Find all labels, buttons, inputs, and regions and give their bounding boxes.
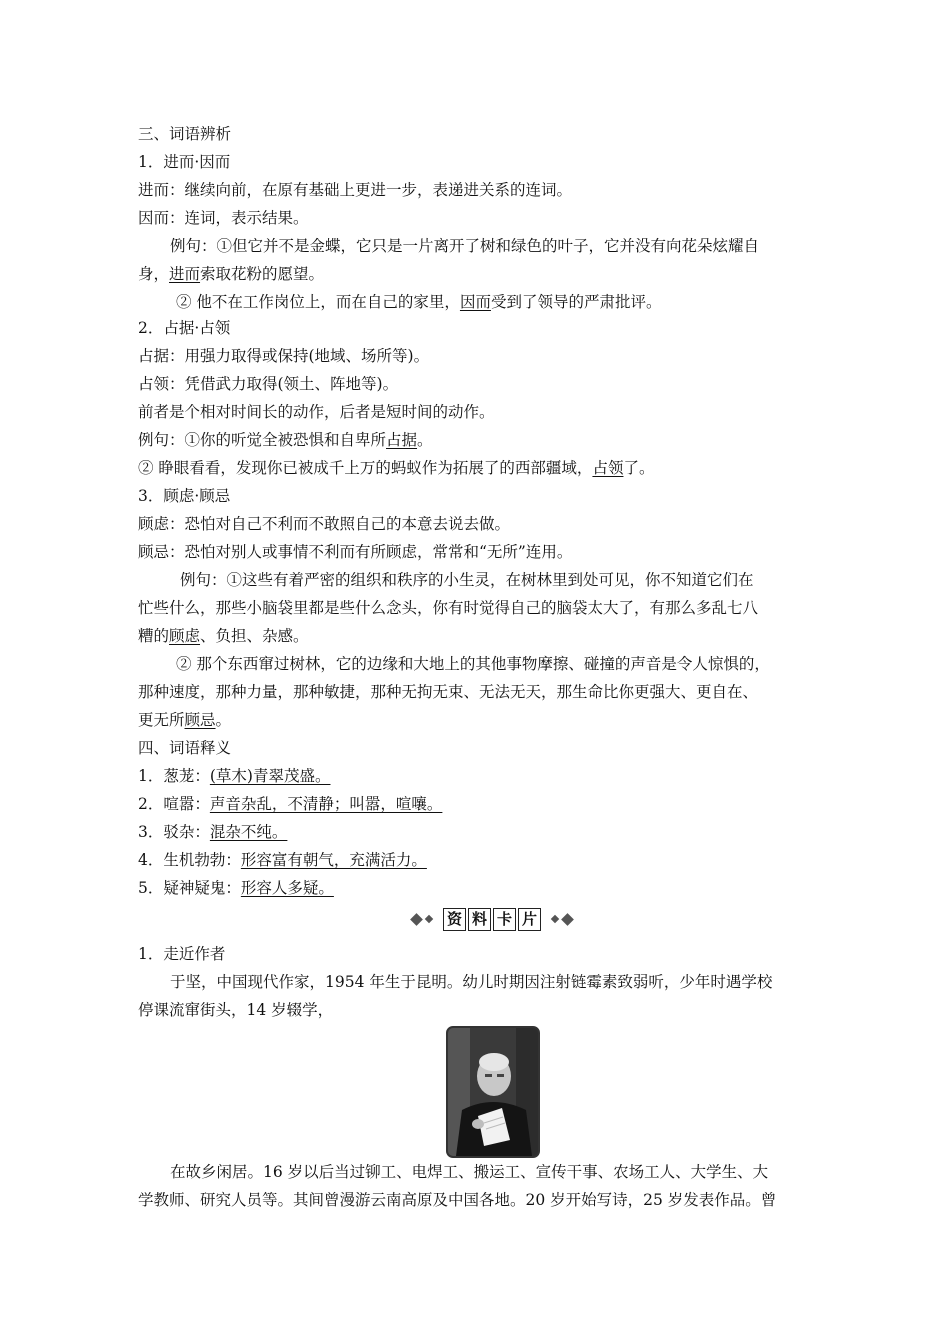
item-3-definition-a: 顾虑：恐怕对自己不利而不敢照自己的本意去说去做。 (138, 515, 511, 533)
author-portrait-image (448, 1028, 538, 1156)
item-3-title: 3．顾虑·顾忌 (138, 487, 231, 505)
banner-char: 卡 (493, 908, 516, 931)
underlined-word: 因而 (459, 293, 491, 311)
text-segment: 更无所 (138, 711, 185, 729)
diamond-icon (551, 915, 559, 923)
info-card-banner (396, 906, 588, 932)
glossary-item (138, 850, 427, 870)
text-segment: ② 睁眼看看，发现你已被成千上万的蚂蚁作为拓展了的西部疆域， (138, 459, 593, 477)
item-1-title: 1．进而·因而 (138, 153, 231, 171)
item-2-title: 2．占据·占领 (138, 319, 231, 337)
glossary-term: 3．驳杂： (138, 823, 210, 841)
author-bio-line-2: 学教师、研究人员等。其间曾漫游云南高原及中国各地。20 岁开始写诗，25 岁发表作品。曾 (138, 1191, 777, 1209)
text-segment: 受到了领导的严肃批评。 (490, 293, 662, 311)
text-segment: 、负担、杂感。 (200, 627, 309, 645)
text-segment: 了。 (623, 459, 655, 477)
text-segment: 身， (138, 265, 170, 283)
item-2-example-1 (138, 430, 433, 450)
item-3-example-2-line-1: ② 那个东西窜过树林，它的边缘和大地上的其他事物摩擦、碰撞的声音是令人惊惧的， (176, 655, 770, 673)
item-3-example-2-line-3 (138, 710, 231, 730)
card-subheading: 1．走近作者 (138, 945, 226, 963)
glossary-term: 2．喧嚣： (138, 795, 210, 813)
diamond-icon (410, 913, 423, 926)
item-1-definition-a: 进而：继续向前，在原有基础上更进一步，表递进关系的连词。 (138, 181, 573, 199)
underlined-word: 顾忌 (184, 711, 216, 729)
text-segment: 例句：①你的听觉全被恐惧和自卑所 (138, 431, 387, 449)
item-2-definition-b: 占领：凭借武力取得(领土、阵地等)。 (138, 375, 399, 393)
glossary-term: 5．疑神疑鬼： (138, 879, 241, 897)
text-segment: 。 (215, 711, 232, 729)
item-3-example-1-line-1: 例句：①这些有着严密的组织和秩序的小生灵，在树林里到处可见，你不知道它们在 (180, 571, 754, 589)
section-4-heading: 四、词语释义 (138, 739, 232, 757)
diamond-icon (561, 913, 574, 926)
text-segment: 糟的 (138, 627, 170, 645)
underlined-word: 顾虑 (169, 627, 201, 645)
glossary-item (138, 878, 334, 898)
glossary-term: 1．葱茏： (138, 767, 210, 785)
text-segment: ② 他不在工作岗位上，而在自己的家里， (176, 293, 460, 311)
glossary-meaning: 形容人多疑。 (240, 879, 334, 897)
item-1-example-1-line-1: 例句：①但它并不是金蝶，它只是一片离开了树和绿色的叶子，它并没有向花朵炫耀自 (170, 237, 760, 255)
item-2-example-2 (138, 458, 654, 478)
banner-title (443, 908, 541, 931)
diamond-icon (425, 915, 433, 923)
item-3-example-2-line-2: 那种速度，那种力量，那种敏捷，那种无拘无束、无法无天，那生命比你更强大、更自在、 (138, 683, 759, 701)
glossary-meaning: 声音杂乱，不清静；叫嚣，喧嚷。 (209, 795, 443, 813)
banner-char: 片 (518, 908, 541, 931)
text-segment: 。 (417, 431, 433, 449)
banner-char: 资 (443, 908, 466, 931)
glossary-meaning: 形容富有朝气，充满活力。 (240, 851, 427, 869)
author-photo (446, 1026, 540, 1158)
item-2-note: 前者是个相对时间长的动作，后者是短时间的动作。 (138, 403, 495, 421)
glossary-item (138, 822, 287, 842)
author-intro-line-2: 停课流窜街头，14 岁辍学， (138, 1001, 334, 1019)
author-intro-line-1: 于坚，中国现代作家，1954 年生于昆明。幼儿时期因注射链霉素致弱听，少年时遇学校 (170, 973, 773, 991)
banner-char: 料 (468, 908, 491, 931)
item-1-example-2 (176, 292, 661, 312)
item-3-example-1-line-3 (138, 626, 309, 646)
item-1-example-1-line-2 (138, 264, 324, 284)
glossary-item (138, 766, 330, 786)
glossary-meaning: 混杂不纯。 (209, 823, 288, 841)
underlined-word: 占领 (592, 459, 624, 477)
glossary-meaning: (草木)青翠茂盛。 (209, 767, 331, 785)
author-bio-line-1: 在故乡闲居。16 岁以后当过铆工、电焊工、搬运工、宣传干事、农场工人、大学生、大 (170, 1163, 769, 1181)
item-3-example-1-line-2: 忙些什么，那些小脑袋里都是些什么念头，你有时觉得自己的脑袋太大了，有那么多乱七八 (138, 599, 759, 617)
glossary-term: 4．生机勃勃： (138, 851, 241, 869)
item-1-definition-b: 因而：连词，表示结果。 (138, 209, 309, 227)
underlined-word: 占据 (386, 431, 418, 449)
item-3-definition-b: 顾忌：恐怕对别人或事情不利而有所顾虑，常常和“无所”连用。 (138, 543, 573, 561)
underlined-word: 进而 (169, 265, 201, 283)
glossary-item (138, 794, 442, 814)
text-segment: 索取花粉的愿望。 (200, 265, 325, 283)
item-2-definition-a: 占据：用强力取得或保持(地域、场所等)。 (138, 347, 430, 365)
section-3-heading: 三、词语辨析 (138, 125, 232, 143)
